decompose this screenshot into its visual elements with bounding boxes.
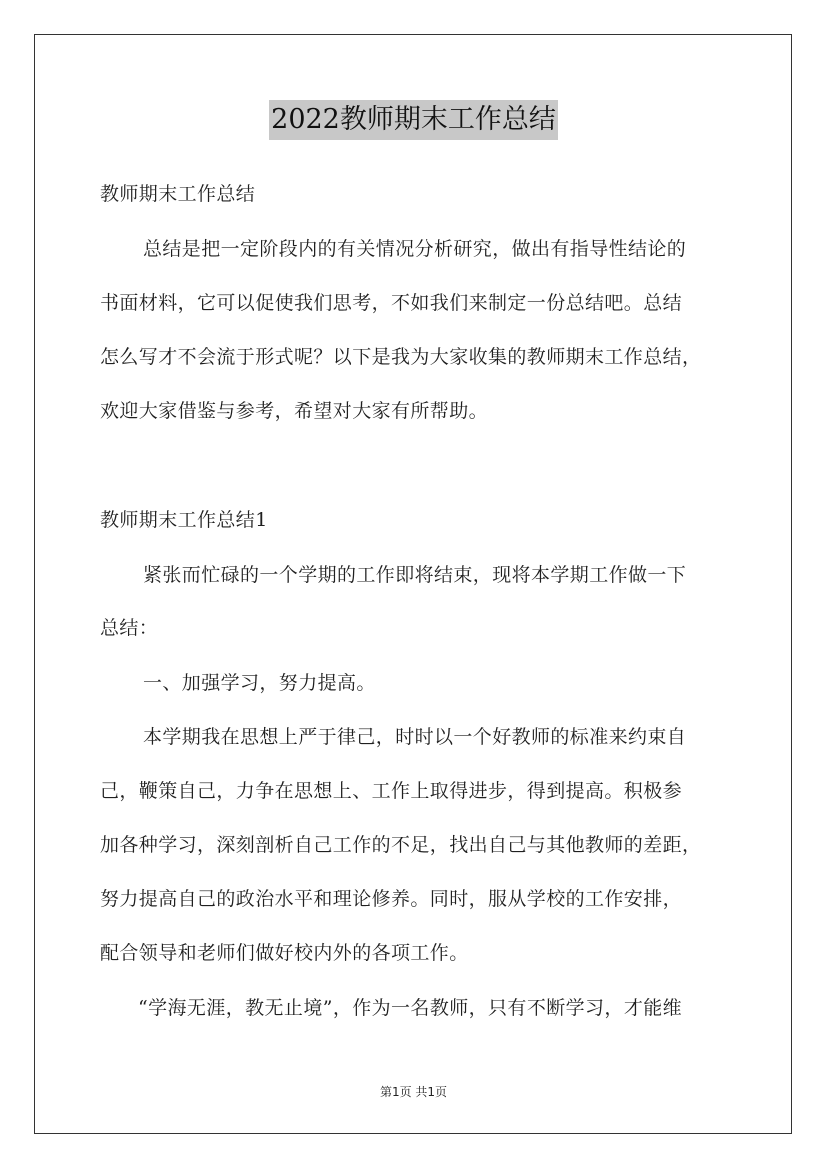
document-title-text: 2022教师期末工作总结 xyxy=(269,100,558,140)
page-footer: 第1页 共1页 xyxy=(379,1085,448,1099)
paragraph-line: 本学期我在思想上严于律己，时时以一个好教师的标准来约束自 xyxy=(143,726,687,748)
paragraph-line: 怎么写才不会流于形式呢？以下是我为大家收集的教师期末工作总结， xyxy=(100,346,702,368)
paragraph-line: 加各种学习，深刻剖析自己工作的不足，找出自己与其他教师的差距， xyxy=(100,834,702,856)
section-heading: 教师期末工作总结1 xyxy=(100,509,268,531)
paragraph-line: 总结是把一定阶段内的有关情况分析研究，做出有指导性结论的 xyxy=(143,238,687,260)
paragraph-line: 努力提高自己的政治水平和理论修养。同时，服从学校的工作安排， xyxy=(100,888,683,910)
paragraph-line: 欢迎大家借鉴与参考，希望对大家有所帮助。 xyxy=(100,400,489,422)
paragraph-line: 总结： xyxy=(100,617,159,639)
paragraph-line: 紧张而忙碌的一个学期的工作即将结束，现将本学期工作做一下 xyxy=(143,564,687,586)
section-heading: 教师期末工作总结 xyxy=(100,183,256,205)
paragraph-line: 己，鞭策自己，力争在思想上、工作上取得进步，得到提高。积极参 xyxy=(100,780,683,802)
paragraph-line: “学海无涯，教无止境”，作为一名教师，只有不断学习，才能维 xyxy=(138,997,683,1019)
document-title xyxy=(0,100,827,140)
subheading-line: 一、加强学习，努力提高。 xyxy=(143,672,376,694)
paragraph-line: 配合领导和老师们做好校内外的各项工作。 xyxy=(100,942,469,964)
paragraph-line: 书面材料，它可以促使我们思考，不如我们来制定一份总结吧。总结 xyxy=(100,292,683,314)
